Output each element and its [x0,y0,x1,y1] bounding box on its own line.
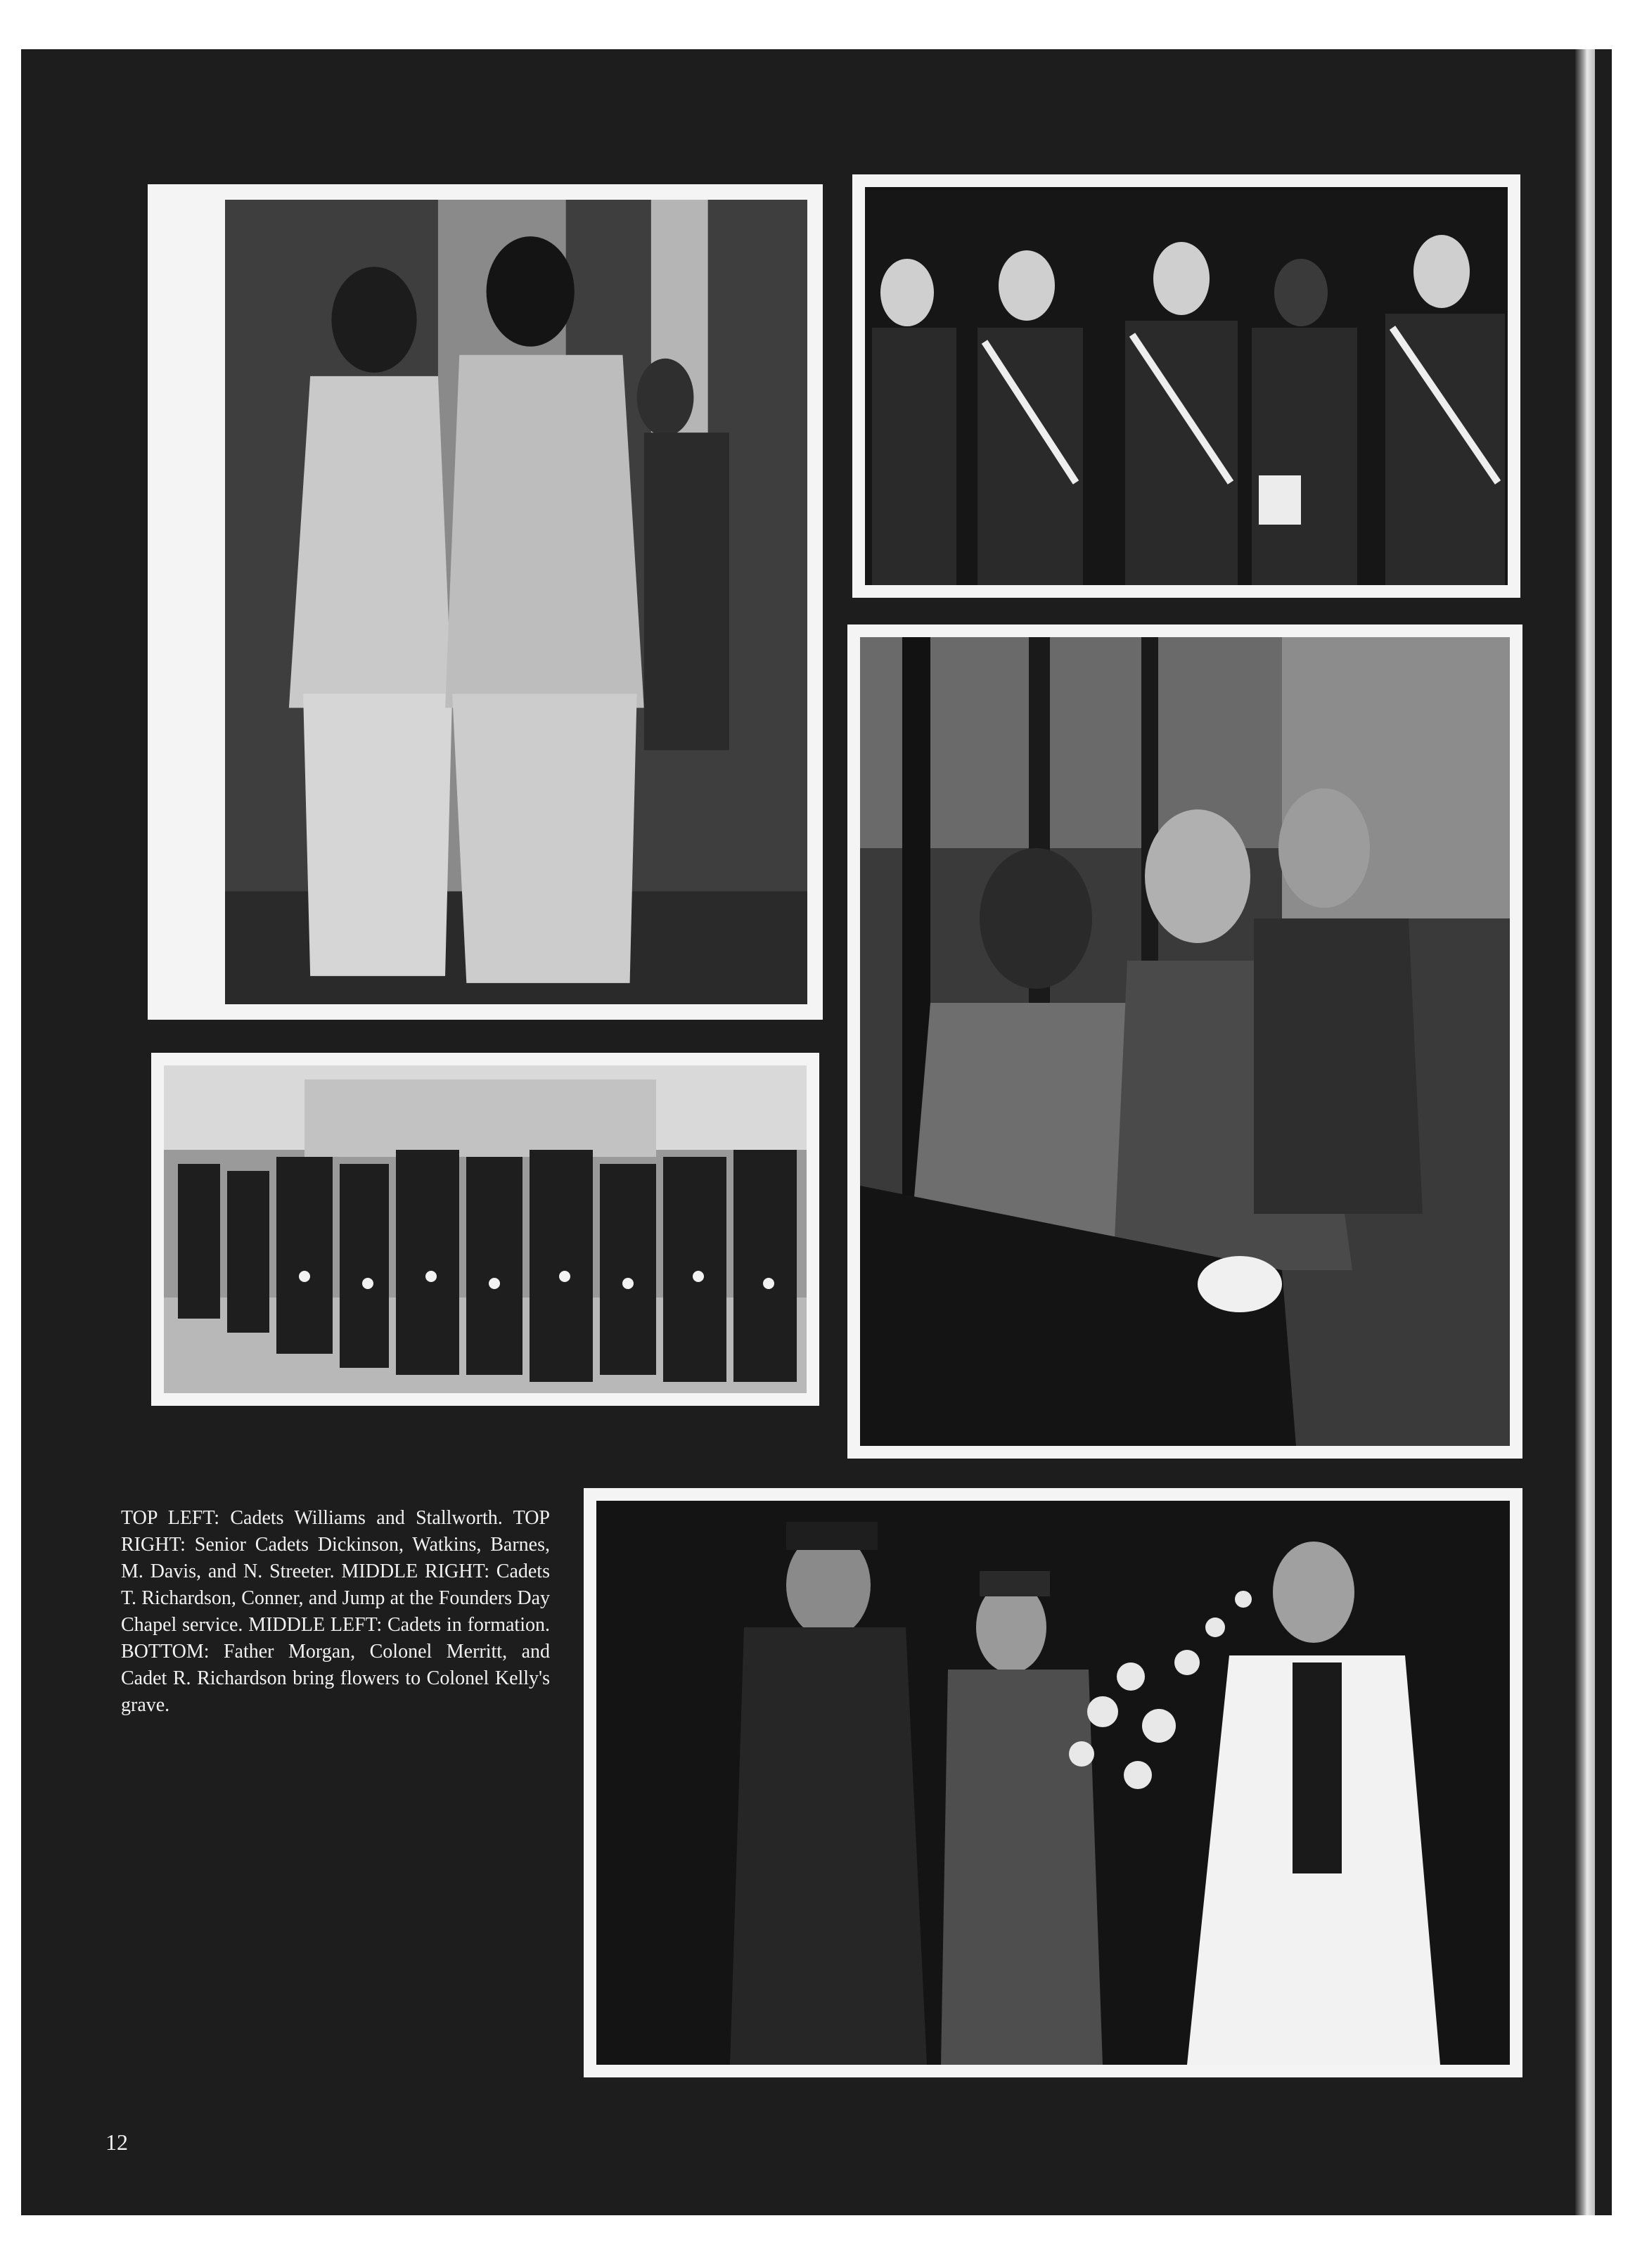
photo-middle-right [847,624,1522,1459]
photo-top-left [148,184,823,1020]
photo-senior-cadets [865,187,1508,585]
photo-flowers-colonel-kelly-grave [596,1501,1510,2065]
photo-founders-day-chapel [860,637,1510,1446]
photo-cadets-in-formation [164,1065,807,1393]
photo-bottom [584,1488,1522,2077]
photo-middle-left [151,1053,819,1406]
photo-cadets-williams-stallworth [225,200,807,1004]
photo-caption: TOP LEFT: Cadets Williams and Stallworth. TOP RIGHT: Senior Cadets Dickinson, Watkins, Barnes, M. Davis, and N. Streeter. MIDDLE RIGHT: Cadets T. Richardson, Conner, and Jump at the Founders Day Chapel service. MIDDLE LEFT: Cadets in formation. BOTTOM: Father Morgan, Colonel Merritt, and Cadet R. Richardson bring flowers to Colonel Kelly's grave. [121,1507,550,1716]
page-binding-edge [1575,49,1595,2215]
page-number: 12 [105,2129,128,2155]
photo-top-right [852,174,1520,598]
